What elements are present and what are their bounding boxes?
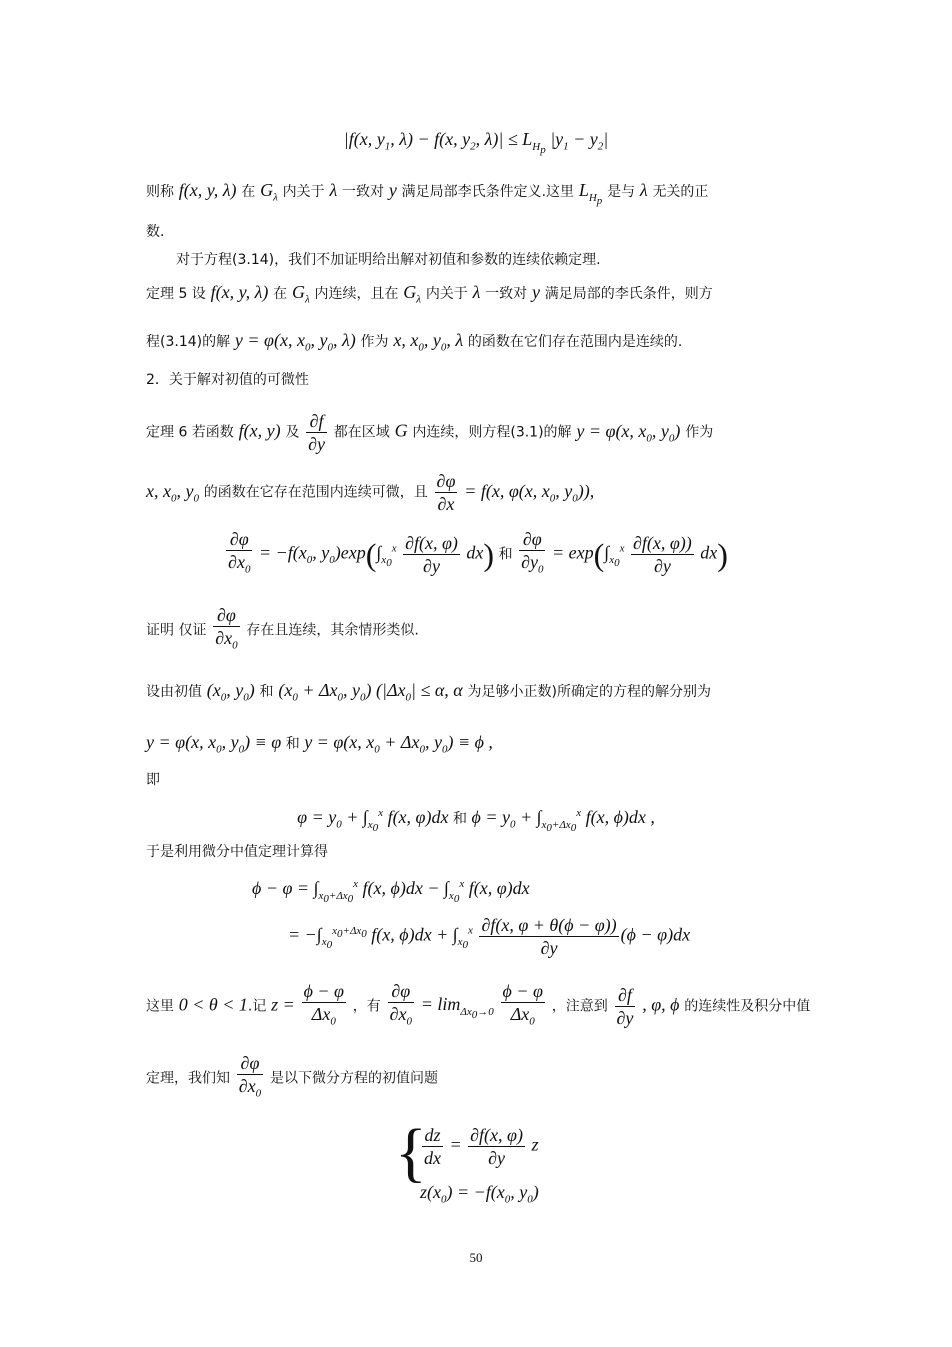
here-line: 这里 0 < θ < 1.记 z = $\frac{\phi - \varphi}{\Delta x_0}$ ，有 $\frac{\partial\varphi}{\partial x_0}$ = $\lim_{\Delta x_0\to 0}$ $\frac{\phi - \varphi}{\Delta x_0}$ ，注意到 $\frac{\partial f}{\partial y}$ , φ, ϕ 的连续性及积分中值 (146, 981, 811, 1028)
theorem-5: 定理 5 设 f(x, y, λ) 在 $G_\lambda$ 内连续，且在 $G_\lambda$ 内关于 λ 一致对 y 满足局部的李氏条件，则方 (146, 282, 713, 306)
system-brace: { (395, 1116, 427, 1189)
theorem-5-cont: 程(3.14)的解 y = φ(x, $x_0$, $y_0$, λ) 作为 x, $x_0$, $y_0$, λ 的函数在它们存在范围内是连续的. (146, 330, 683, 354)
paragraph-1: 则称 f(x, y, λ) 在 $G_\lambda$ 内关于 λ 一致对 y 满足局部李氏条件定义.这里 $L_{H_p}$ 是与 λ 无关的正 (146, 180, 709, 207)
eq-lipschitz: |f(x, $y_1$, λ) − f(x, $y_2$, $\lambda)| \le L_{H_p}$ $|y_1 - y_2|$ (343, 129, 609, 156)
theorem-know-line: 定理，我们知 $\frac{\partial\varphi}{\partial x_0}$ 是以下微分方程的初值问题 (146, 1053, 438, 1100)
paragraph-2: 对于方程(3.14)，我们不加证明给出解对初值和参数的连续依赖定理. (176, 252, 601, 268)
mvt-text: 于是利用微分中值定理计算得 (146, 844, 328, 860)
paragraph-1-end: 数. (146, 224, 165, 240)
page-number: 50 (469, 1250, 483, 1265)
section-2-heading: 2．关于解对初值的可微性 (146, 372, 309, 388)
system-eq-2: $z(x_0) = -f(x_0$, $y_0$) (420, 1182, 539, 1206)
eq-integral-forms: $\varphi = y_0 + \int_{x_0}^x$ f(x, φ)dx 和 $\phi = y_0 + \int_{x_0+\Delta x_0}^x$ f(x, ϕ)dx , (297, 807, 655, 834)
initial-values-line: 设由初值 ($x_0$, $y_0$) 和 ($x_0 + \Delta x_0$, $y_0$) ($|\Delta x_0| \le \alpha$, α 为足够小正数)所确定的方程的解分别为 (146, 680, 711, 704)
theorem-6-cont: x, $x_0$, $y_0$ 的函数在它存在范围内连续可微，且 $\frac{\partial\varphi}{\partial x}$ = f(x, φ(x, $x_0$, $y_0$)), (146, 471, 595, 514)
eq-difference-2: = $-\int_{x_0}^{x_0+\Delta x_0}$ f(x, $\phi)dx + \int_{x_0}^x$ $\frac{\partial f(x, \varphi + \theta(\phi - \varphi))}{\partial y}$ (ϕ − φ)dx (288, 915, 691, 958)
solutions-line: y = φ(x, $x_0$, $y_0) \equiv \varphi$ 和 y = φ(x, $x_0 + \Delta x_0$, $y_0) \equiv \phi$ , (146, 732, 493, 756)
system-eq-1: $\frac{dz}{dx}$ = $\frac{\partial f(x, \varphi)}{\partial y}$ z (424, 1125, 539, 1168)
eq-derivatives: $\frac{\partial\varphi}{\partial x_0}$ = $-f(x_0$, $y_0)\exp(\int_{x_0}^x$ $\frac{\partial f(x, \varphi)}{\partial y}$ dx) 和 $\frac{\partial\varphi}{\partial y_0}$ = $\exp(\int_{x_0}^x$ $\frac{\partial f(x, \varphi))}{\partial y}$ dx) (228, 529, 728, 576)
ji-text: 即 (146, 772, 160, 788)
proof-line: 证明 仅证 $\frac{\partial\varphi}{\partial x_0}$ 存在且连续，其余情形类似. (146, 605, 419, 652)
theorem-6: 定理 6 若函数 f(x, y) 及 $\frac{\partial f}{\partial y}$ 都在区域 G 内连续，则方程(3.1)的解 y = φ(x, $x_0$, $y_0$) 作为 (146, 411, 714, 454)
eq-difference-1: $\phi - \varphi = \int_{x_0+\Delta x_0}^x$ f(x, $\phi)dx - \int_{x_0}^x$ f(x, φ)dx (252, 878, 530, 905)
